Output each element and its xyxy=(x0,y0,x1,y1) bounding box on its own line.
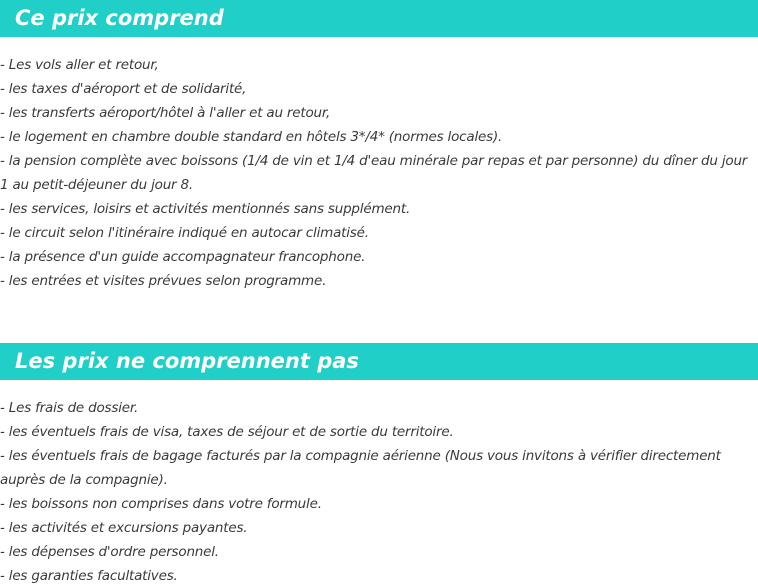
excluded-list xyxy=(0,396,758,588)
list-item: - les taxes d'aéroport et de solidarité, xyxy=(0,81,247,97)
list-item: - la pension complète avec boissons (1/4 de vin et 1/4 d'eau minérale par repas et par personne) du dîner du jour 1 au petit-déjeuner du jour 8. xyxy=(0,153,748,193)
list-item: - le logement en chambre double standard en hôtels 3*/4* (normes locales). xyxy=(0,129,503,145)
list-item: - les éventuels frais de bagage facturés par la compagnie aérienne (Nous vous invitons à vérifier directement auprès de la compagnie). xyxy=(0,448,721,488)
list-item: - la présence d'un guide accompagnateur francophone. xyxy=(0,249,366,265)
list-item: - les activités et excursions payantes. xyxy=(0,520,248,536)
included-section-title: Ce prix comprend xyxy=(0,0,758,37)
list-item: - les services, loisirs et activités mentionnés sans supplément. xyxy=(0,201,411,217)
list-item: - les éventuels frais de visa, taxes de séjour et de sortie du territoire. xyxy=(0,424,454,440)
included-list xyxy=(0,53,758,293)
excluded-section-title: Les prix ne comprennent pas xyxy=(0,343,758,380)
list-item: - les garanties facultatives. xyxy=(0,568,178,584)
list-item: - les transferts aéroport/hôtel à l'aller et au retour, xyxy=(0,105,331,121)
list-item: - les dépenses d'ordre personnel. xyxy=(0,544,219,560)
list-item: - les entrées et visites prévues selon programme. xyxy=(0,273,327,289)
list-item: - les boissons non comprises dans votre formule. xyxy=(0,496,322,512)
list-item: - Les vols aller et retour, xyxy=(0,57,159,73)
list-item: - le circuit selon l'itinéraire indiqué en autocar climatisé. xyxy=(0,225,369,241)
list-item: - Les frais de dossier. xyxy=(0,400,139,416)
